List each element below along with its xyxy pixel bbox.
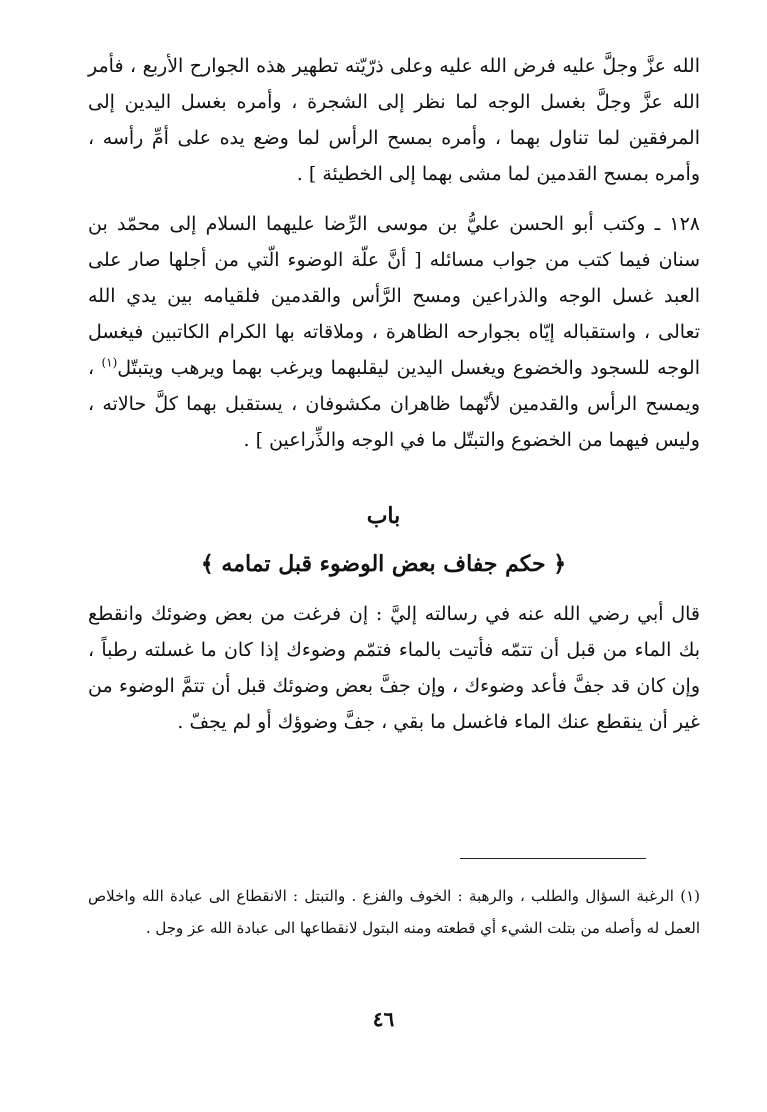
paragraph-hadith-128 [88,206,700,458]
chapter-text-block [88,596,700,740]
footnote-separator [460,858,646,859]
paragraph-continuation: الله عزَّ وجلَّ عليه فرض الله عليه وعلى ذرّيّته تطهير هذه الجوارح الأربع ، فأمر الله عزَّ وجلَّ بغسل الوجه لما نظر إلى الشجرة ، وأمره بغسل اليدين إلى المرفقين لما تناول بهما ، وأمره بمسح الرأس لما وضع يده على أمِّ رأسه ، وأمره بمسح القدمين لما مشى بهما إلى الخطيئة ] . [88,55,700,185]
chapter-title: ﴿ حكم جفاف بعض الوضوء قبل تمامه ﴾ [200,551,567,577]
chapter-label: باب [366,503,401,529]
paragraph-hadith-128-main: ١٢٨ ـ وكتب أبو الحسن عليُّ بن موسى الرِّضا عليهما السلام إلى محمّد بن سنان فيما كتب من جواب مسائله [ أنَّ علّة الوضوء الّتي من أجلها صار على العبد غسل الوجه والذراعين ومسح الرَّأس والقدمين فلقيامه بين يدي الله تعالى ، واستقباله إيّاه بجوارحه الظاهرة ، وملاقاته بها الكرام الكاتبين فيغسل الوجه للسجود والخضوع ويغسل اليدين ليقلبهما ويرغب بهما ويرهب ويتبتّل [88,213,700,379]
footnote-block [88,880,700,944]
paragraph-hadith-128-rest: ، ويمسح الرأس والقدمين لأنّهما ظاهران مكشوفان ، يستقبل بهما كلَّ حالاته ، وليس فيهما من الخضوع والتبتّل ما في الوجه والذِّراعين ] . [88,357,700,451]
footnote-marker: (١) [101,355,118,370]
main-text-block [88,48,700,458]
page-number: ٤٦ [372,1007,395,1031]
footnote-text: (١) الرغبة السؤال والطلب ، والرهبة : الخوف والفزع . والتبتل : الانقطاع الى عبادة الله واخلاص العمل له وأصله من بتلت الشيء أي قطعته ومنه البتول لانقطاعها الى عبادة الله عز وجل . [88,887,700,937]
chapter-paragraph: قال أبي رضي الله عنه في رسالته إليَّ : إن فرغت من بعض وضوئك وانقطع بك الماء من قبل أن تتمّه فأتيت بالماء فتمّم وضوءك إذا كان ما غسلته رطباً ، وإن كان قد جفَّ فأعد وضوءك ، وإن جفَّ بعض وضوئك قبل أن تتمَّ الوضوء من غير أن ينقطع عنك الماء فاغسل ما بقي ، جفَّ وضوؤك أو لم يجفّ . [88,603,701,733]
